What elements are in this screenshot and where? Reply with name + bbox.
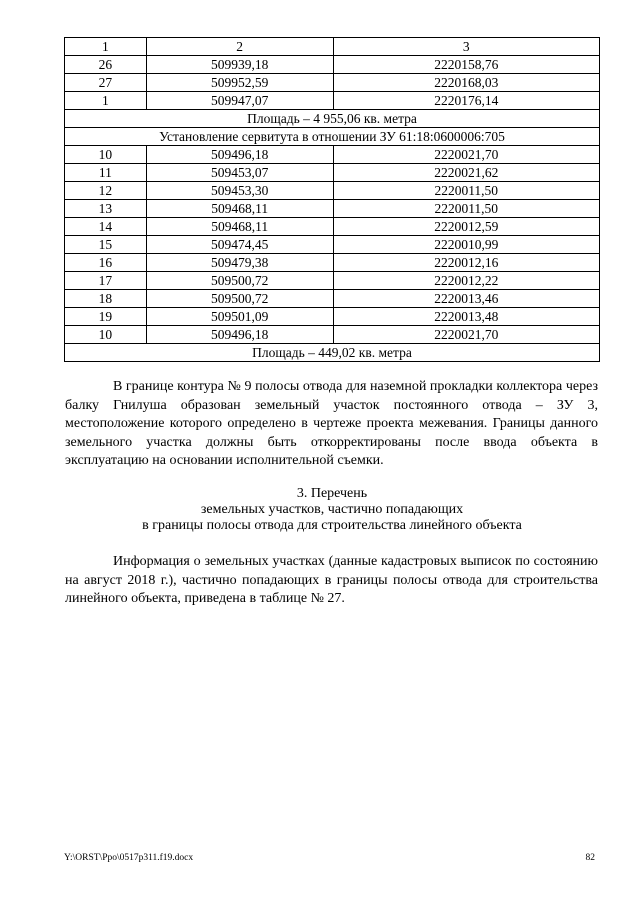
table-cell: 2220021,70 bbox=[333, 326, 600, 344]
table-row bbox=[65, 254, 600, 272]
table-row bbox=[65, 218, 600, 236]
table-cell: 509474,45 bbox=[146, 236, 333, 254]
section-heading-line2: земельных участков, частично попадающих bbox=[200, 502, 464, 517]
table-row bbox=[65, 74, 600, 92]
table-cell: 11 bbox=[65, 164, 147, 182]
footer-page-number: 82 bbox=[585, 853, 595, 863]
table-cell: 13 bbox=[65, 200, 147, 218]
paragraph-contour-9: В границе контура № 9 полосы отвода для наземной прокладки коллектора через балку Гнилуша образован земельный участок постоянного отвода – ЗУ 3, местоположение которого определено в чертеже проекта межевания. Границы данного земельного участка должны быть откорректированы после ввода объекта в эксплуатацию на основании исполнительной съемки. bbox=[65, 379, 598, 468]
table-cell: 14 bbox=[65, 218, 147, 236]
coordinates-table bbox=[64, 37, 600, 362]
paragraph-land-info: Информация о земельных участках (данные кадастровых выписок по состоянию на август 2018 г.), частично попадающих в границы полосы отвода для строительства линейного объекта, приведена в таблице № 27. bbox=[65, 554, 598, 606]
table-cell: 509496,18 bbox=[146, 146, 333, 164]
table-row bbox=[65, 164, 600, 182]
table-cell: 12 bbox=[65, 182, 147, 200]
table-cell: 1 bbox=[65, 92, 147, 110]
section-heading-line1: 3. Перечень bbox=[296, 486, 368, 501]
table-cell: 26 bbox=[65, 56, 147, 74]
table-cell: 509952,59 bbox=[146, 74, 333, 92]
table-cell: 10 bbox=[65, 326, 147, 344]
table-cell: 2220013,46 bbox=[333, 290, 600, 308]
table-cell: 2220013,48 bbox=[333, 308, 600, 326]
footer-file-path: Y:\ORST\Ppo\0517p311.f19.docx bbox=[64, 853, 194, 863]
table-cell: 2 bbox=[146, 38, 333, 56]
table-row bbox=[65, 272, 600, 290]
table-row bbox=[65, 290, 600, 308]
table-cell: 509501,09 bbox=[146, 308, 333, 326]
table-cell: 2220011,50 bbox=[333, 200, 600, 218]
table-cell: 509939,18 bbox=[146, 56, 333, 74]
table-cell: 2220012,59 bbox=[333, 218, 600, 236]
table-row bbox=[65, 200, 600, 218]
section-heading-line3: в границы полосы отвода для строительства линейного объекта bbox=[142, 518, 522, 533]
table-cell: 1 bbox=[65, 38, 147, 56]
table-cell: 18 bbox=[65, 290, 147, 308]
table-cell: 2220021,70 bbox=[333, 146, 600, 164]
table-cell: 10 bbox=[65, 146, 147, 164]
table-cell: 2220168,03 bbox=[333, 74, 600, 92]
table-row bbox=[65, 326, 600, 344]
table-cell: 3 bbox=[333, 38, 600, 56]
table-cell: 509453,30 bbox=[146, 182, 333, 200]
section-title-row-cell: Установление сервитута в отношении ЗУ 61:18:0600006:705 bbox=[65, 128, 600, 146]
table-header-row bbox=[65, 38, 600, 56]
table-row bbox=[65, 92, 600, 110]
table-cell: 16 bbox=[65, 254, 147, 272]
table-row bbox=[65, 308, 600, 326]
table-row bbox=[65, 56, 600, 74]
table-row bbox=[65, 236, 600, 254]
table-cell: 509479,38 bbox=[146, 254, 333, 272]
table-cell: 17 bbox=[65, 272, 147, 290]
table-cell: 509500,72 bbox=[146, 290, 333, 308]
table-cell: 2220011,50 bbox=[333, 182, 600, 200]
table-cell: 15 bbox=[65, 236, 147, 254]
table-cell: 509468,11 bbox=[146, 218, 333, 236]
table-cell: 509453,07 bbox=[146, 164, 333, 182]
area-row bbox=[65, 110, 600, 128]
table-cell: 509500,72 bbox=[146, 272, 333, 290]
table-cell: 509468,11 bbox=[146, 200, 333, 218]
table-cell: 2220158,76 bbox=[333, 56, 600, 74]
table-row bbox=[65, 146, 600, 164]
table-cell: 509496,18 bbox=[146, 326, 333, 344]
table-row bbox=[65, 182, 600, 200]
section-title-row bbox=[65, 128, 600, 146]
table-cell: 2220021,62 bbox=[333, 164, 600, 182]
area-row bbox=[65, 344, 600, 362]
table-cell: 509947,07 bbox=[146, 92, 333, 110]
table-cell: 2220012,22 bbox=[333, 272, 600, 290]
table-cell: 19 bbox=[65, 308, 147, 326]
table-cell: 2220010,99 bbox=[333, 236, 600, 254]
coordinates-table-body bbox=[65, 38, 600, 362]
area-row-cell: Площадь – 4 955,06 кв. метра bbox=[65, 110, 600, 128]
table-cell: 2220176,14 bbox=[333, 92, 600, 110]
table-cell: 27 bbox=[65, 74, 147, 92]
table-cell: 2220012,16 bbox=[333, 254, 600, 272]
area-row-cell: Площадь – 449,02 кв. метра bbox=[65, 344, 600, 362]
